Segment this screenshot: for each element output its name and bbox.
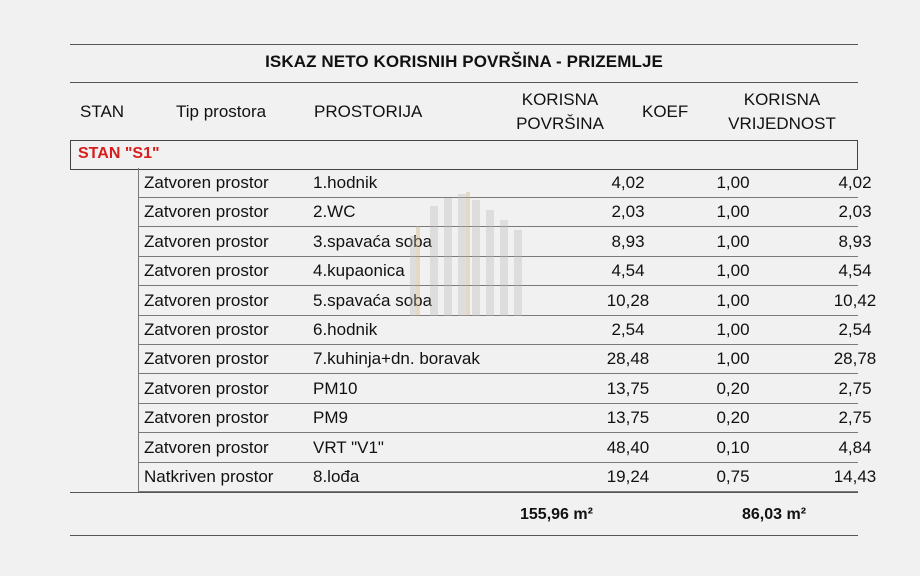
- cell-prostorija: 7.kuhinja+dn. boravak: [313, 349, 480, 369]
- cell-korisna-vrijednost: 4,84: [838, 437, 872, 457]
- cell-tip-prostora: Zatvoren prostor: [144, 202, 269, 222]
- table-title: ISKAZ NETO KORISNIH POVRŠINA - PRIZEMLJE: [265, 52, 663, 71]
- cell-korisna-povrsina: 13,75: [606, 408, 650, 428]
- cell-prostorija: VRT "V1": [313, 437, 384, 457]
- table-row: [138, 403, 872, 433]
- header-koef: KOEF: [642, 102, 689, 121]
- cell-korisna-povrsina: 48,40: [606, 437, 650, 457]
- cell-prostorija: 5.spavaća soba: [313, 290, 433, 310]
- cell-koef: 0,20: [716, 378, 750, 398]
- header-korisna-povrsina-line1: KORISNA: [521, 90, 599, 109]
- cell-korisna-povrsina: 4,54: [611, 261, 645, 281]
- cell-koef: 1,00: [716, 173, 750, 192]
- table-top-border: [70, 44, 858, 45]
- total-povrsina: 155,96 m²: [520, 506, 593, 523]
- cell-korisna-vrijednost: 28,78: [833, 349, 877, 369]
- cell-prostorija: 6.hodnik: [313, 320, 378, 339]
- header-korisna-vrijednost-line1: KORISNA: [743, 90, 821, 109]
- cell-prostorija: PM9: [313, 408, 348, 428]
- cell-korisna-vrijednost: 2,75: [838, 378, 872, 398]
- cell-korisna-vrijednost: 8,93: [838, 231, 872, 251]
- cell-tip-prostora: Zatvoren prostor: [144, 320, 269, 339]
- cell-tip-prostora: Zatvoren prostor: [144, 408, 269, 428]
- cell-koef: 0,10: [716, 437, 750, 457]
- cell-tip-prostora: Zatvoren prostor: [144, 378, 269, 398]
- cell-koef: 1,00: [716, 202, 750, 222]
- header-korisna-povrsina-line2: POVRŠINA: [516, 114, 604, 133]
- table-row: [138, 462, 877, 492]
- header-tip-prostora: Tip prostora: [176, 102, 267, 121]
- cell-korisna-vrijednost: 2,03: [838, 202, 872, 222]
- table-bottom-border: [70, 535, 858, 536]
- title-divider: [70, 82, 858, 83]
- cell-korisna-povrsina: 10,28: [606, 290, 650, 310]
- cell-koef: 1,00: [716, 261, 750, 281]
- header-korisna-vrijednost-line2: VRIJEDNOST: [728, 114, 836, 133]
- cell-koef: 1,00: [716, 290, 750, 310]
- cell-korisna-povrsina: 2,54: [611, 320, 645, 339]
- cell-koef: 0,20: [716, 408, 750, 428]
- header-korisna-vrijednost: [702, 88, 862, 136]
- cell-tip-prostora: Zatvoren prostor: [144, 290, 269, 310]
- cell-tip-prostora: Zatvoren prostor: [144, 261, 269, 281]
- cell-tip-prostora: Zatvoren prostor: [144, 231, 269, 251]
- cell-prostorija: 8.lođa: [313, 467, 360, 486]
- header-prostorija: PROSTORIJA: [314, 102, 423, 121]
- header-korisna-povrsina: [480, 88, 640, 136]
- cell-korisna-povrsina: 28,48: [606, 349, 650, 369]
- cell-tip-prostora: Natkriven prostor: [144, 467, 274, 486]
- totals-top-border: [70, 492, 858, 493]
- section-label: STAN "S1": [78, 145, 160, 162]
- cell-korisna-povrsina: 4,02: [611, 173, 645, 192]
- cell-prostorija: PM10: [313, 378, 358, 398]
- section-row: [70, 140, 858, 170]
- cell-prostorija: 3.spavaća soba: [313, 231, 433, 251]
- cell-koef: 1,00: [716, 231, 750, 251]
- table-row: [138, 433, 872, 463]
- cell-korisna-vrijednost: 4,54: [838, 261, 872, 281]
- cell-koef: 0,75: [716, 467, 750, 486]
- cell-prostorija: 4.kupaonica: [313, 261, 405, 281]
- cell-tip-prostora: Zatvoren prostor: [144, 349, 269, 369]
- cell-korisna-povrsina: 13,75: [606, 378, 650, 398]
- cell-tip-prostora: Zatvoren prostor: [144, 173, 269, 192]
- cell-korisna-vrijednost: 14,43: [833, 467, 877, 486]
- cell-korisna-vrijednost: 4,02: [838, 173, 872, 192]
- cell-korisna-vrijednost: 10,42: [833, 290, 877, 310]
- cell-korisna-vrijednost: 2,54: [838, 320, 872, 339]
- building-logo-watermark: [380, 186, 630, 386]
- cell-tip-prostora: Zatvoren prostor: [144, 437, 269, 457]
- cell-korisna-vrijednost: 2,75: [838, 408, 872, 428]
- cell-koef: 1,00: [716, 349, 750, 369]
- cell-korisna-povrsina: 8,93: [611, 231, 645, 251]
- header-stan: STAN: [80, 102, 125, 121]
- total-vrijednost: 86,03 m²: [742, 506, 807, 523]
- cell-prostorija: 2.WC: [313, 202, 356, 222]
- cell-koef: 1,00: [716, 320, 750, 339]
- cell-prostorija: 1.hodnik: [313, 173, 378, 192]
- cell-korisna-povrsina: 19,24: [606, 467, 650, 486]
- cell-korisna-povrsina: 2,03: [611, 202, 645, 222]
